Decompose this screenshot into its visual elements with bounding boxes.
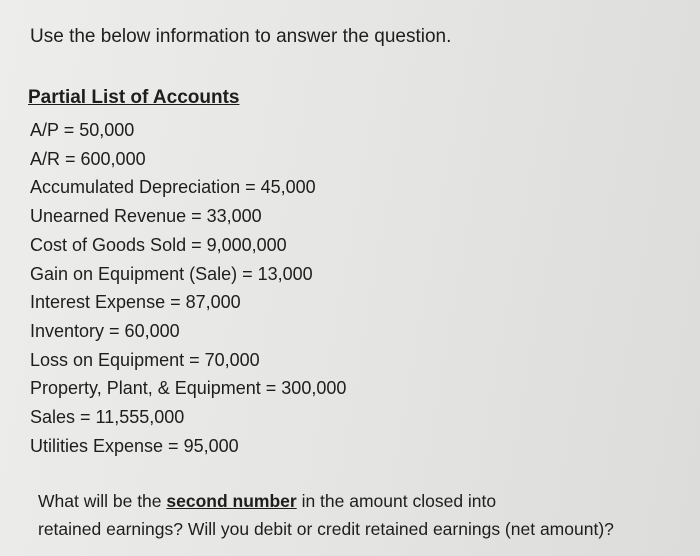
question-part2: in the amount closed into — [296, 491, 497, 511]
account-item-accumulated-depreciation: Accumulated Depreciation = 45,000 — [30, 177, 316, 198]
accounts-title: Partial List of Accounts — [28, 87, 240, 108]
account-item-ap: A/P = 50,000 — [30, 120, 135, 140]
account-item-loss-on-equipment: Loss on Equipment = 70,000 — [30, 349, 260, 370]
question-emphasis: second number — [166, 491, 297, 511]
instruction-text: Use the below information to answer the question. — [30, 26, 452, 47]
question-line2: retained earnings? Will you debit or credit retained earnings (net amount)? — [38, 519, 614, 539]
account-item-ar: A/R = 600,000 — [30, 148, 146, 169]
account-item-gain-on-equipment: Gain on Equipment (Sale) = 13,000 — [30, 263, 313, 284]
account-item-unearned-revenue: Unearned Revenue = 33,000 — [30, 206, 262, 227]
account-item-sales: Sales = 11,555,000 — [30, 407, 185, 428]
question-text — [38, 487, 678, 543]
question-part1: What will be the — [38, 491, 167, 511]
account-item-inventory: Inventory = 60,000 — [30, 320, 180, 341]
account-item-interest-expense: Interest Expense = 87,000 — [30, 292, 241, 313]
account-item-utilities-expense: Utilities Expense = 95,000 — [30, 435, 239, 456]
account-item-cogs: Cost of Goods Sold = 9,000,000 — [30, 234, 287, 255]
accounts-list — [30, 116, 346, 460]
account-item-ppe: Property, Plant, & Equipment = 300,000 — [30, 378, 347, 399]
